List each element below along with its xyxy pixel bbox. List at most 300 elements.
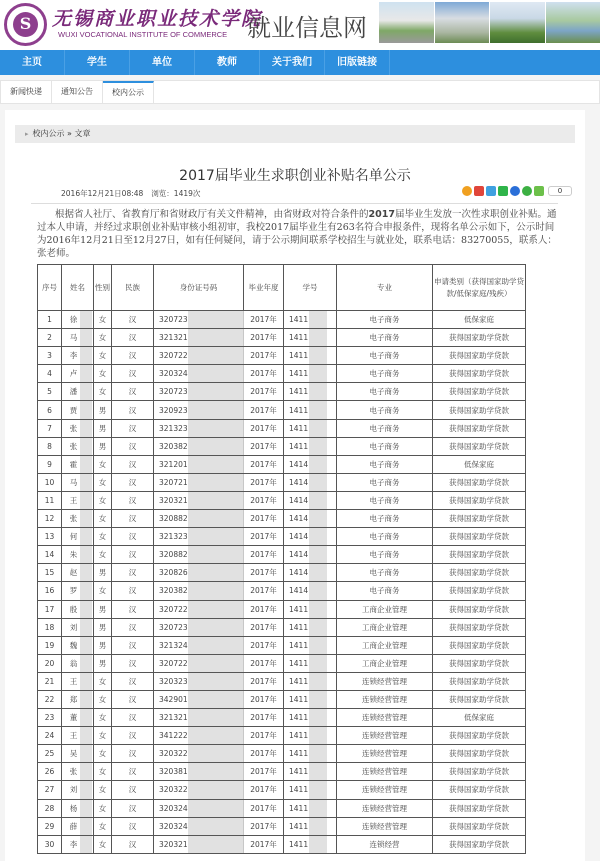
cell-row-number — [38, 763, 62, 781]
student-id-text: 1411 — [289, 839, 309, 849]
cell-row-number — [38, 690, 62, 708]
application-category-text: 获得国家助学贷款 — [449, 441, 509, 451]
cell-grad-year — [244, 709, 284, 727]
grad-year-text: 2017年 — [250, 459, 277, 469]
cell-row-number — [38, 329, 62, 347]
ethnicity-text: 汉 — [128, 387, 137, 397]
cell-ethnicity — [112, 473, 154, 491]
cell-id-number — [154, 528, 244, 546]
redaction-mask — [309, 456, 327, 473]
cell-grad-year — [244, 329, 284, 347]
cell-student-id — [284, 709, 337, 727]
cell-gender — [94, 311, 112, 329]
qzone-icon[interactable] — [462, 186, 472, 196]
gender-text: 女 — [98, 532, 107, 542]
ethnicity-text: 汉 — [128, 622, 137, 632]
cell-gender — [94, 401, 112, 419]
cell-application-category — [433, 690, 526, 708]
gender-text: 女 — [98, 713, 107, 723]
cell-row-number — [38, 401, 62, 419]
student-id-text: 1411 — [289, 622, 309, 632]
redaction-mask — [188, 383, 244, 400]
cell-major — [337, 383, 433, 401]
col-header-name: 姓名 — [62, 265, 94, 311]
cell-grad-year — [244, 347, 284, 365]
cell-student-id — [284, 401, 337, 419]
cell-id-number — [154, 817, 244, 835]
redaction-mask — [188, 582, 244, 599]
cell-ethnicity — [112, 727, 154, 745]
cell-id-number — [154, 419, 244, 437]
intro-text: 届毕业生发放一次性求职创业补贴。通过本人申请，并经过求职创业补贴审核小组初审，我校2017届毕业生有263名符合申报条件，现将名单公示如下，公示时间为2016年12月21日至12月27日，如有任何疑问，请于公示期间联系学校招生与就业处，联系电话：83270055，联系人：张老师。 — [37, 209, 557, 259]
id-number-text: 320826 — [159, 568, 188, 578]
cell-student-name — [62, 365, 94, 383]
cell-id-number — [154, 437, 244, 455]
school-logo[interactable]: S — [4, 3, 47, 46]
student-id-text: 1411 — [289, 441, 309, 451]
table-row — [38, 618, 526, 636]
redaction-mask — [309, 709, 327, 726]
id-number-text: 321323 — [159, 423, 188, 433]
student-id-text: 1411 — [289, 731, 309, 741]
gender-text: 男 — [98, 604, 107, 614]
redaction-mask — [188, 800, 244, 817]
cell-student-id — [284, 455, 337, 473]
cell-student-name — [62, 781, 94, 799]
nav-item-teachers[interactable]: 教师 — [195, 50, 260, 75]
cell-id-number — [154, 401, 244, 419]
redaction-mask — [80, 619, 92, 636]
cell-major — [337, 510, 433, 528]
major-text: 工商企业管理 — [362, 622, 407, 632]
major-text: 工商企业管理 — [362, 604, 407, 614]
redaction-mask — [80, 401, 92, 418]
id-number-text: 320382 — [159, 441, 188, 451]
cell-application-category — [433, 365, 526, 383]
id-number-text: 320882 — [159, 514, 188, 524]
cell-ethnicity — [112, 564, 154, 582]
id-number-text: 320324 — [159, 803, 188, 813]
cell-student-name — [62, 564, 94, 582]
view-count: 浏览：1419次 — [151, 189, 201, 198]
intro-text-bold: 2017 — [368, 209, 395, 220]
ethnicity-text: 汉 — [128, 369, 137, 379]
redaction-mask — [188, 637, 244, 654]
cell-row-number — [38, 618, 62, 636]
cell-grad-year — [244, 473, 284, 491]
application-category-text: 获得国家助学贷款 — [449, 387, 509, 397]
cell-major — [337, 618, 433, 636]
cell-grad-year — [244, 781, 284, 799]
gender-text: 女 — [98, 333, 107, 343]
cell-major — [337, 654, 433, 672]
redaction-mask — [80, 781, 92, 798]
campus-photo — [546, 2, 600, 43]
row-number-text: 29 — [44, 821, 55, 831]
cell-ethnicity — [112, 528, 154, 546]
cell-row-number — [38, 745, 62, 763]
nav-item-students[interactable]: 学生 — [65, 50, 130, 75]
row-number-text: 15 — [44, 568, 55, 578]
tab-campus-announcements[interactable]: 校内公示 — [103, 81, 154, 104]
col-header-id-number: 身份证号码 — [154, 265, 244, 311]
cell-id-number — [154, 546, 244, 564]
tab-news[interactable]: 新闻快递 — [1, 81, 52, 104]
renren-icon[interactable] — [510, 186, 520, 196]
cell-application-category — [433, 419, 526, 437]
ethnicity-text: 汉 — [128, 640, 137, 650]
cell-student-name — [62, 654, 94, 672]
ethnicity-text: 汉 — [128, 568, 137, 578]
application-category-text: 获得国家助学贷款 — [449, 423, 509, 433]
cell-row-number — [38, 311, 62, 329]
cell-application-category — [433, 473, 526, 491]
cell-gender — [94, 347, 112, 365]
redaction-mask — [188, 401, 244, 418]
application-category-text: 获得国家助学贷款 — [449, 568, 509, 578]
grad-year-text: 2017年 — [250, 839, 277, 849]
cell-ethnicity — [112, 491, 154, 509]
student-id-text: 1414 — [289, 459, 309, 469]
redaction-mask — [188, 727, 244, 744]
gender-text: 女 — [98, 586, 107, 596]
redaction-mask — [80, 601, 92, 618]
cell-major — [337, 365, 433, 383]
cell-student-name — [62, 727, 94, 745]
table-row — [38, 636, 526, 654]
ethnicity-text: 汉 — [128, 821, 137, 831]
application-category-text: 获得国家助学贷款 — [449, 640, 509, 650]
col-header-category: 申请类别（获得国家助学贷款/低保家庭/残疾） — [433, 265, 526, 311]
cell-student-name — [62, 763, 94, 781]
redaction-mask — [309, 673, 327, 690]
grad-year-text: 2017年 — [250, 713, 277, 723]
redaction-mask — [188, 329, 244, 346]
student-name-text: 马 — [69, 477, 78, 487]
cell-ethnicity — [112, 347, 154, 365]
cell-ethnicity — [112, 817, 154, 835]
redaction-mask — [309, 546, 327, 563]
ethnicity-text: 汉 — [128, 731, 137, 741]
major-text: 电子商务 — [369, 387, 400, 397]
cell-id-number — [154, 763, 244, 781]
table-row — [38, 709, 526, 727]
cell-student-id — [284, 437, 337, 455]
cell-major — [337, 564, 433, 582]
cell-gender — [94, 709, 112, 727]
grad-year-text: 2017年 — [250, 441, 277, 451]
application-category-text: 获得国家助学贷款 — [449, 351, 509, 361]
row-number-text: 7 — [47, 423, 52, 433]
cell-row-number — [38, 455, 62, 473]
cell-grad-year — [244, 419, 284, 437]
redaction-mask — [309, 745, 327, 762]
student-name-text: 潘 — [69, 387, 78, 397]
id-number-text: 320323 — [159, 676, 188, 686]
table-row — [38, 546, 526, 564]
application-category-text: 获得国家助学贷款 — [449, 405, 509, 415]
row-number-text: 18 — [44, 622, 55, 632]
nav-item-home[interactable]: 主页 — [0, 50, 65, 75]
cell-grad-year — [244, 690, 284, 708]
student-name-text: 王 — [69, 731, 78, 741]
cell-gender — [94, 564, 112, 582]
cell-gender — [94, 835, 112, 853]
table-row — [38, 437, 526, 455]
table-row — [38, 600, 526, 618]
cell-application-category — [433, 347, 526, 365]
cell-ethnicity — [112, 383, 154, 401]
student-id-text: 1411 — [289, 713, 309, 723]
student-name-text: 何 — [69, 532, 78, 542]
id-number-text: 321324 — [159, 640, 188, 650]
table-row — [38, 690, 526, 708]
cell-student-id — [284, 672, 337, 690]
application-category-text: 获得国家助学贷款 — [449, 514, 509, 524]
student-name-text: 翁 — [69, 658, 78, 668]
cell-student-id — [284, 510, 337, 528]
cell-grad-year — [244, 618, 284, 636]
gender-text: 女 — [98, 803, 107, 813]
redaction-mask — [80, 420, 92, 437]
major-text: 连锁经营管理 — [362, 695, 407, 705]
cell-ethnicity — [112, 365, 154, 383]
nav-item-employers[interactable]: 单位 — [130, 50, 195, 75]
cell-ethnicity — [112, 437, 154, 455]
redaction-mask — [80, 763, 92, 780]
cell-student-name — [62, 709, 94, 727]
redaction-mask — [188, 456, 244, 473]
redaction-mask — [309, 781, 327, 798]
cell-major — [337, 709, 433, 727]
student-name-text: 张 — [69, 767, 78, 777]
gender-text: 女 — [98, 387, 107, 397]
redaction-mask — [188, 763, 244, 780]
row-number-text: 30 — [44, 839, 55, 849]
cell-student-name — [62, 672, 94, 690]
cell-ethnicity — [112, 510, 154, 528]
grad-year-text: 2017年 — [250, 767, 277, 777]
cell-gender — [94, 546, 112, 564]
major-text: 电子商务 — [369, 586, 400, 596]
wechat-icon[interactable] — [498, 186, 508, 196]
cell-student-id — [284, 781, 337, 799]
student-id-text: 1411 — [289, 658, 309, 668]
major-text: 连锁经营管理 — [362, 713, 407, 723]
table-row — [38, 510, 526, 528]
cell-ethnicity — [112, 781, 154, 799]
redaction-mask — [309, 420, 327, 437]
ethnicity-text: 汉 — [128, 785, 137, 795]
col-header-ethnicity: 民族 — [112, 265, 154, 311]
cell-gender — [94, 636, 112, 654]
cell-major — [337, 781, 433, 799]
cell-student-id — [284, 419, 337, 437]
redaction-mask — [309, 582, 327, 599]
id-number-text: 320722 — [159, 658, 188, 668]
ethnicity-text: 汉 — [128, 676, 137, 686]
cell-student-id — [284, 763, 337, 781]
main-nav — [0, 50, 600, 75]
cell-id-number — [154, 835, 244, 853]
major-text: 连锁经营管理 — [362, 676, 407, 686]
application-category-text: 低保家庭 — [464, 459, 494, 469]
gender-text: 男 — [98, 640, 107, 650]
redaction-mask — [309, 510, 327, 527]
cell-id-number — [154, 311, 244, 329]
nav-item-old-version[interactable]: 旧版链接 — [325, 50, 390, 75]
application-category-text: 获得国家助学贷款 — [449, 495, 509, 505]
cell-student-name — [62, 817, 94, 835]
student-id-text: 1411 — [289, 315, 309, 325]
id-number-text: 320722 — [159, 604, 188, 614]
student-id-text: 1414 — [289, 532, 309, 542]
cell-student-id — [284, 636, 337, 654]
grad-year-text: 2017年 — [250, 749, 277, 759]
school-name-en: WUXI VOCATIONAL INSTITUTE OF COMMERCE — [58, 30, 228, 39]
redaction-mask — [80, 582, 92, 599]
id-number-text: 320723 — [159, 387, 188, 397]
cell-student-id — [284, 383, 337, 401]
gender-text: 男 — [98, 405, 107, 415]
cell-student-id — [284, 618, 337, 636]
cell-gender — [94, 690, 112, 708]
cell-grad-year — [244, 365, 284, 383]
tab-notices[interactable]: 通知公告 — [52, 81, 103, 104]
cell-student-name — [62, 528, 94, 546]
cell-id-number — [154, 745, 244, 763]
cell-gender — [94, 437, 112, 455]
cell-grad-year — [244, 672, 284, 690]
cell-major — [337, 311, 433, 329]
breadcrumb-path[interactable]: 校内公示 » 文章 — [32, 129, 91, 138]
redaction-mask — [80, 474, 92, 491]
cell-student-id — [284, 600, 337, 618]
redaction-mask — [80, 709, 92, 726]
tencent-weibo-icon[interactable] — [486, 186, 496, 196]
cell-ethnicity — [112, 600, 154, 618]
table-row — [38, 781, 526, 799]
sina-weibo-icon[interactable] — [474, 186, 484, 196]
cell-student-id — [284, 564, 337, 582]
id-number-text: 320923 — [159, 405, 188, 415]
table-row — [38, 564, 526, 582]
cell-application-category — [433, 745, 526, 763]
id-number-text: 321201 — [159, 459, 188, 469]
row-number-text: 13 — [44, 532, 55, 542]
cell-student-id — [284, 491, 337, 509]
campus-banner — [379, 2, 600, 43]
cell-ethnicity — [112, 618, 154, 636]
student-id-text: 1411 — [289, 387, 309, 397]
major-text: 电子商务 — [369, 514, 400, 524]
redaction-mask — [309, 347, 327, 364]
major-text: 电子商务 — [369, 351, 400, 361]
grad-year-text: 2017年 — [250, 803, 277, 813]
cell-row-number — [38, 510, 62, 528]
cell-student-name — [62, 835, 94, 853]
grad-year-text: 2017年 — [250, 405, 277, 415]
cell-application-category — [433, 491, 526, 509]
cell-application-category — [433, 528, 526, 546]
cell-major — [337, 347, 433, 365]
sub-tabs — [0, 80, 600, 104]
kaixin-icon[interactable] — [522, 186, 532, 196]
cell-ethnicity — [112, 835, 154, 853]
ethnicity-text: 汉 — [128, 550, 137, 560]
cell-id-number — [154, 510, 244, 528]
cell-student-id — [284, 546, 337, 564]
redaction-mask — [309, 763, 327, 780]
redaction-mask — [80, 456, 92, 473]
gender-text: 男 — [98, 658, 107, 668]
student-name-text: 殷 — [69, 604, 78, 614]
cell-application-category — [433, 799, 526, 817]
redaction-mask — [309, 528, 327, 545]
cell-student-id — [284, 745, 337, 763]
student-id-text: 1411 — [289, 369, 309, 379]
row-number-text: 6 — [47, 405, 52, 415]
redaction-mask — [309, 438, 327, 455]
cell-id-number — [154, 365, 244, 383]
cell-grad-year — [244, 491, 284, 509]
application-category-text: 获得国家助学贷款 — [449, 532, 509, 542]
redaction-mask — [188, 420, 244, 437]
cell-application-category — [433, 546, 526, 564]
major-text: 连锁经营 — [369, 839, 400, 849]
cell-application-category — [433, 618, 526, 636]
ethnicity-text: 汉 — [128, 604, 137, 614]
cell-row-number — [38, 727, 62, 745]
redaction-mask — [80, 329, 92, 346]
major-text: 连锁经营管理 — [362, 785, 407, 795]
student-id-text: 1414 — [289, 495, 309, 505]
article-meta — [61, 188, 208, 199]
cell-id-number — [154, 347, 244, 365]
redaction-mask — [80, 365, 92, 382]
student-id-text: 1411 — [289, 749, 309, 759]
application-category-text: 获得国家助学贷款 — [449, 695, 509, 705]
cell-ethnicity — [112, 401, 154, 419]
cell-major — [337, 455, 433, 473]
redaction-mask — [188, 474, 244, 491]
nav-item-about[interactable]: 关于我们 — [260, 50, 325, 75]
more-share-icon[interactable] — [534, 186, 544, 196]
student-name-text: 杨 — [69, 803, 78, 813]
cell-grad-year — [244, 582, 284, 600]
student-id-text: 1411 — [289, 640, 309, 650]
redaction-mask — [80, 510, 92, 527]
ethnicity-text: 汉 — [128, 477, 137, 487]
major-text: 电子商务 — [369, 441, 400, 451]
cell-grad-year — [244, 528, 284, 546]
student-id-text: 1414 — [289, 477, 309, 487]
grad-year-text: 2017年 — [250, 315, 277, 325]
cell-major — [337, 817, 433, 835]
redaction-mask — [80, 691, 92, 708]
major-text: 电子商务 — [369, 568, 400, 578]
redaction-mask — [80, 528, 92, 545]
campus-photo — [490, 2, 545, 43]
redaction-mask — [309, 365, 327, 382]
gender-text: 女 — [98, 695, 107, 705]
cell-row-number — [38, 709, 62, 727]
cell-major — [337, 835, 433, 853]
row-number-text: 17 — [44, 604, 55, 614]
gender-text: 女 — [98, 550, 107, 560]
school-name-cn: 无锡商业职业技术学院 — [52, 8, 263, 30]
table-body — [38, 311, 526, 854]
